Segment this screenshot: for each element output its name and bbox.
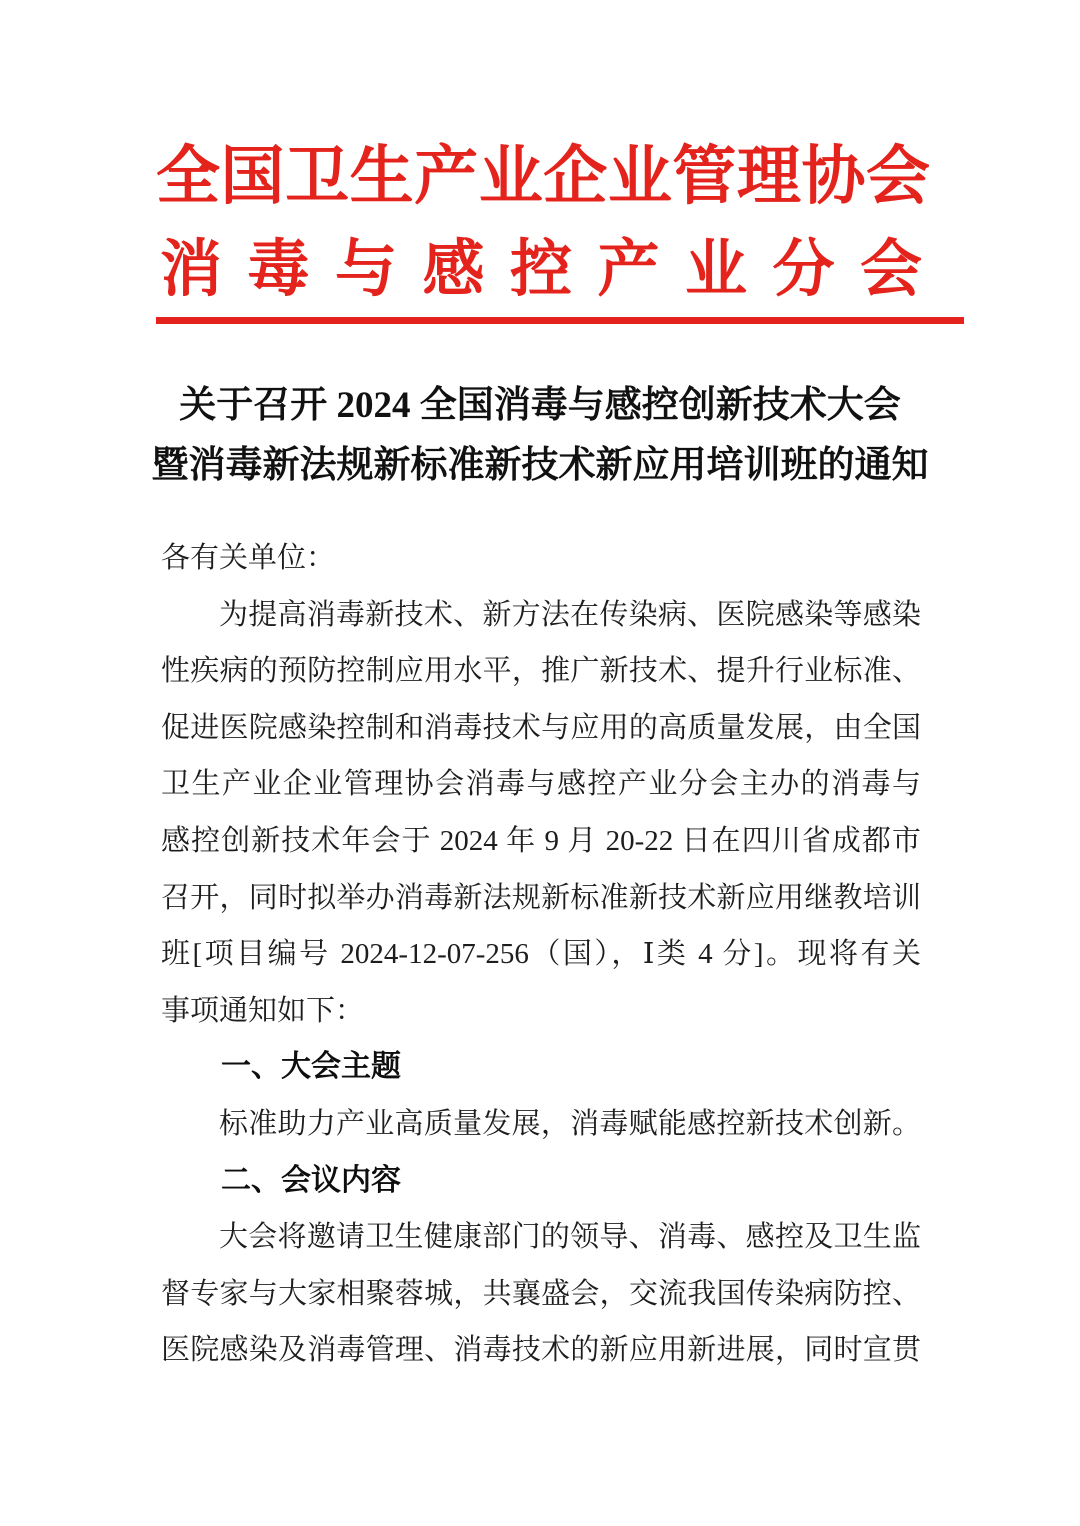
letterhead-line-2: 消毒与感控产业分会 [160,236,922,304]
body-line: 标准助力产业高质量发展，消毒赋能感控新技术创新。 [219,1107,921,1140]
body-line: 感控创新技术年会于 2024 年 9 月 20-22 日在四川省成都市 [161,824,921,857]
body-line: 大会将邀请卫生健康部门的领导、消毒、感控及卫生监 [219,1221,921,1254]
notice-title [0,376,1080,496]
body-line: 事项通知如下： [161,994,365,1027]
body-line: 促进医院感染控制和消毒技术与应用的高质量发展，由全国 [161,711,921,744]
body-line: 为提高消毒新技术、新方法在传染病、医院感染等感染 [219,598,921,631]
body-line: 医院感染及消毒管理、消毒技术的新应用新进展，同时宣贯 [161,1334,921,1367]
body-line: 卫生产业企业管理协会消毒与感控产业分会主办的消毒与 [161,768,921,801]
notice-title-line-2: 暨消毒新法规新标准新技术新应用培训班的通知 [151,445,929,486]
body-line: 性疾病的预防控制应用水平，推广新技术、提升行业标准、 [161,655,921,688]
section-heading: 二、会议内容 [221,1163,401,1197]
body-line: 各有关单位： [161,542,336,574]
body-line: 督专家与大家相聚蓉城，共襄盛会，交流我国传染病防控、 [161,1277,921,1310]
letterhead-divider [156,317,964,324]
body-line: 召开，同时拟举办消毒新法规新标准新技术新应用继教培训 [161,881,921,914]
notice-title-line-1: 关于召开 2024 全国消毒与感控创新技术大会 [179,385,901,426]
section-heading: 一、大会主题 [221,1050,401,1084]
document-body [161,530,921,1379]
letterhead-line-1: 全国卫生产业企业管理协会 [156,141,930,212]
body-line: 班[项目编号 2024-12-07-256（国），Ⅰ类 4 分]。现将有关 [161,938,921,971]
